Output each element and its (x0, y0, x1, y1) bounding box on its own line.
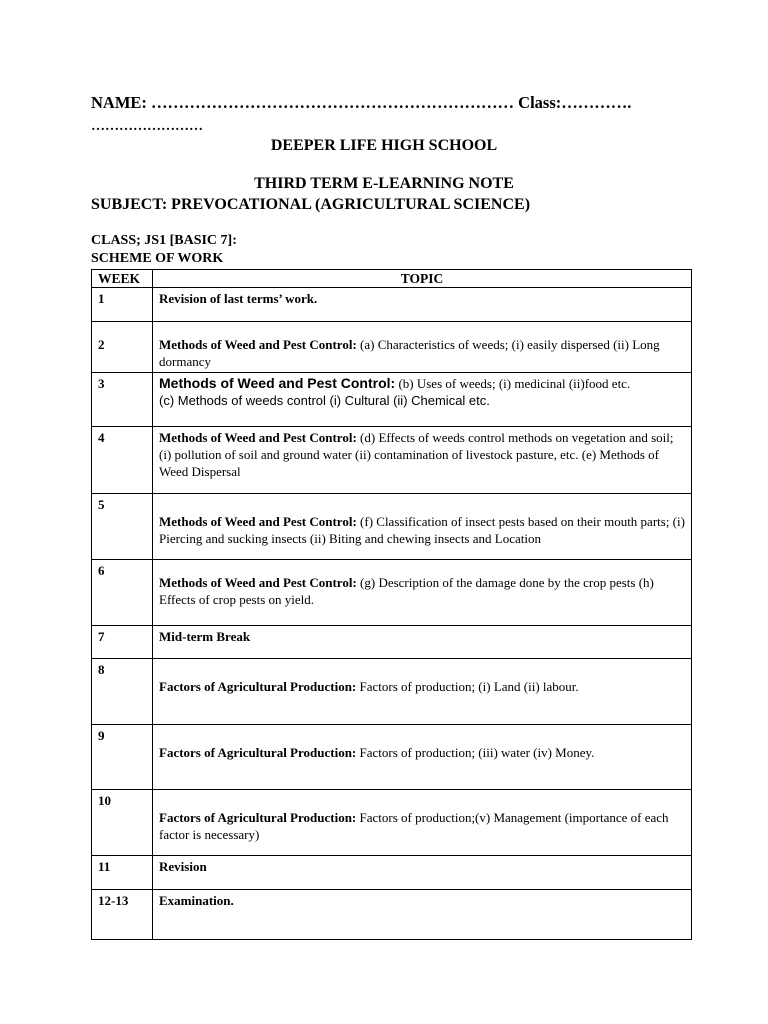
subject-line: SUBJECT: PREVOCATIONAL (AGRICULTURAL SCIENCE) (91, 196, 531, 213)
scheme-of-work-table (91, 269, 692, 940)
table-row (92, 856, 692, 890)
topic-text-line2: (c) Methods of weeds control (i) Cultural (ii) Chemical etc. (159, 393, 490, 408)
week-number: 2 (92, 322, 153, 373)
topic-cell (153, 856, 692, 890)
week-number: 3 (92, 373, 153, 427)
topic-cell (153, 626, 692, 659)
table-row (92, 890, 692, 940)
week-number: 9 (92, 725, 153, 790)
table-row (92, 427, 692, 494)
topic-text: Factors of production;(v) Management (importance of each factor is necessary) (159, 810, 669, 842)
topic-cell (153, 659, 692, 725)
table-row (92, 322, 692, 373)
topic-label: Methods of Weed and Pest Control: (159, 575, 357, 590)
topic-label: Revision (159, 859, 207, 874)
week-number: 1 (92, 288, 153, 322)
topic-text: (a) Characteristics of weeds; (i) easily dispersed (ii) Long dormancy (159, 337, 660, 369)
table-row (92, 725, 692, 790)
topic-cell (153, 890, 692, 940)
topic-cell (153, 790, 692, 856)
topic-text: (d) Effects of weeds control methods on vegetation and soil; (i) pollution of soil and ground water (ii) contamination of livestock pasture, etc. (e) Methods of Weed Dispersal (159, 430, 674, 479)
topic-column-header: TOPIC (153, 270, 692, 288)
table-row (92, 560, 692, 626)
name-continuation-dots: …………………… (91, 119, 203, 134)
table-row (92, 659, 692, 725)
topic-label: Examination. (159, 893, 234, 908)
topic-cell (153, 373, 692, 427)
topic-label: Factors of Agricultural Production: (159, 679, 357, 694)
topic-cell (153, 725, 692, 790)
topic-label: Methods of Weed and Pest Control: (159, 514, 357, 529)
topic-label: Mid-term Break (159, 629, 251, 644)
note-title: THIRD TERM E-LEARNING NOTE (254, 175, 514, 192)
topic-label: Methods of Weed and Pest Control: (159, 375, 396, 391)
week-number: 4 (92, 427, 153, 494)
week-number: 12-13 (92, 890, 153, 940)
topic-cell (153, 322, 692, 373)
topic-cell (153, 288, 692, 322)
topic-text: Factors of production; (i) Land (ii) labour. (356, 679, 579, 694)
week-number: 10 (92, 790, 153, 856)
week-number: 7 (92, 626, 153, 659)
table-row (92, 790, 692, 856)
topic-label: Revision of last terms’ work. (159, 291, 318, 306)
topic-text: (g) Description of the damage done by the crop pests (h) Effects of crop pests on yield. (159, 575, 654, 607)
scheme-heading: SCHEME OF WORK (91, 251, 224, 266)
week-number: 5 (92, 494, 153, 560)
topic-label: Factors of Agricultural Production: (159, 810, 357, 825)
week-number: 11 (92, 856, 153, 890)
topic-text: Factors of production; (iii) water (iv) Money. (356, 745, 595, 760)
table-header-row (92, 270, 692, 288)
week-column-header: WEEK (92, 270, 153, 288)
name-class-line: NAME: ………………………………………………………… Class:…………. (91, 93, 632, 112)
topic-cell (153, 494, 692, 560)
topic-text: (f) Classification of insect pests based on their mouth parts; (i) Piercing and sucking insects (ii) Biting and chewing insects and Location (159, 514, 685, 546)
topic-label: Methods of Weed and Pest Control: (159, 430, 357, 445)
table-row (92, 626, 692, 659)
table-row (92, 494, 692, 560)
week-number: 8 (92, 659, 153, 725)
topic-label: Methods of Weed and Pest Control: (159, 337, 357, 352)
table-row (92, 373, 692, 427)
week-number: 6 (92, 560, 153, 626)
school-name: DEEPER LIFE HIGH SCHOOL (270, 137, 498, 154)
topic-label: Factors of Agricultural Production: (159, 745, 357, 760)
topic-cell (153, 560, 692, 626)
class-line: CLASS; JS1 [BASIC 7]: (91, 233, 237, 248)
table-row (92, 288, 692, 322)
topic-cell (153, 427, 692, 494)
topic-text: (b) Uses of weeds; (i) medicinal (ii)food etc. (395, 376, 631, 391)
